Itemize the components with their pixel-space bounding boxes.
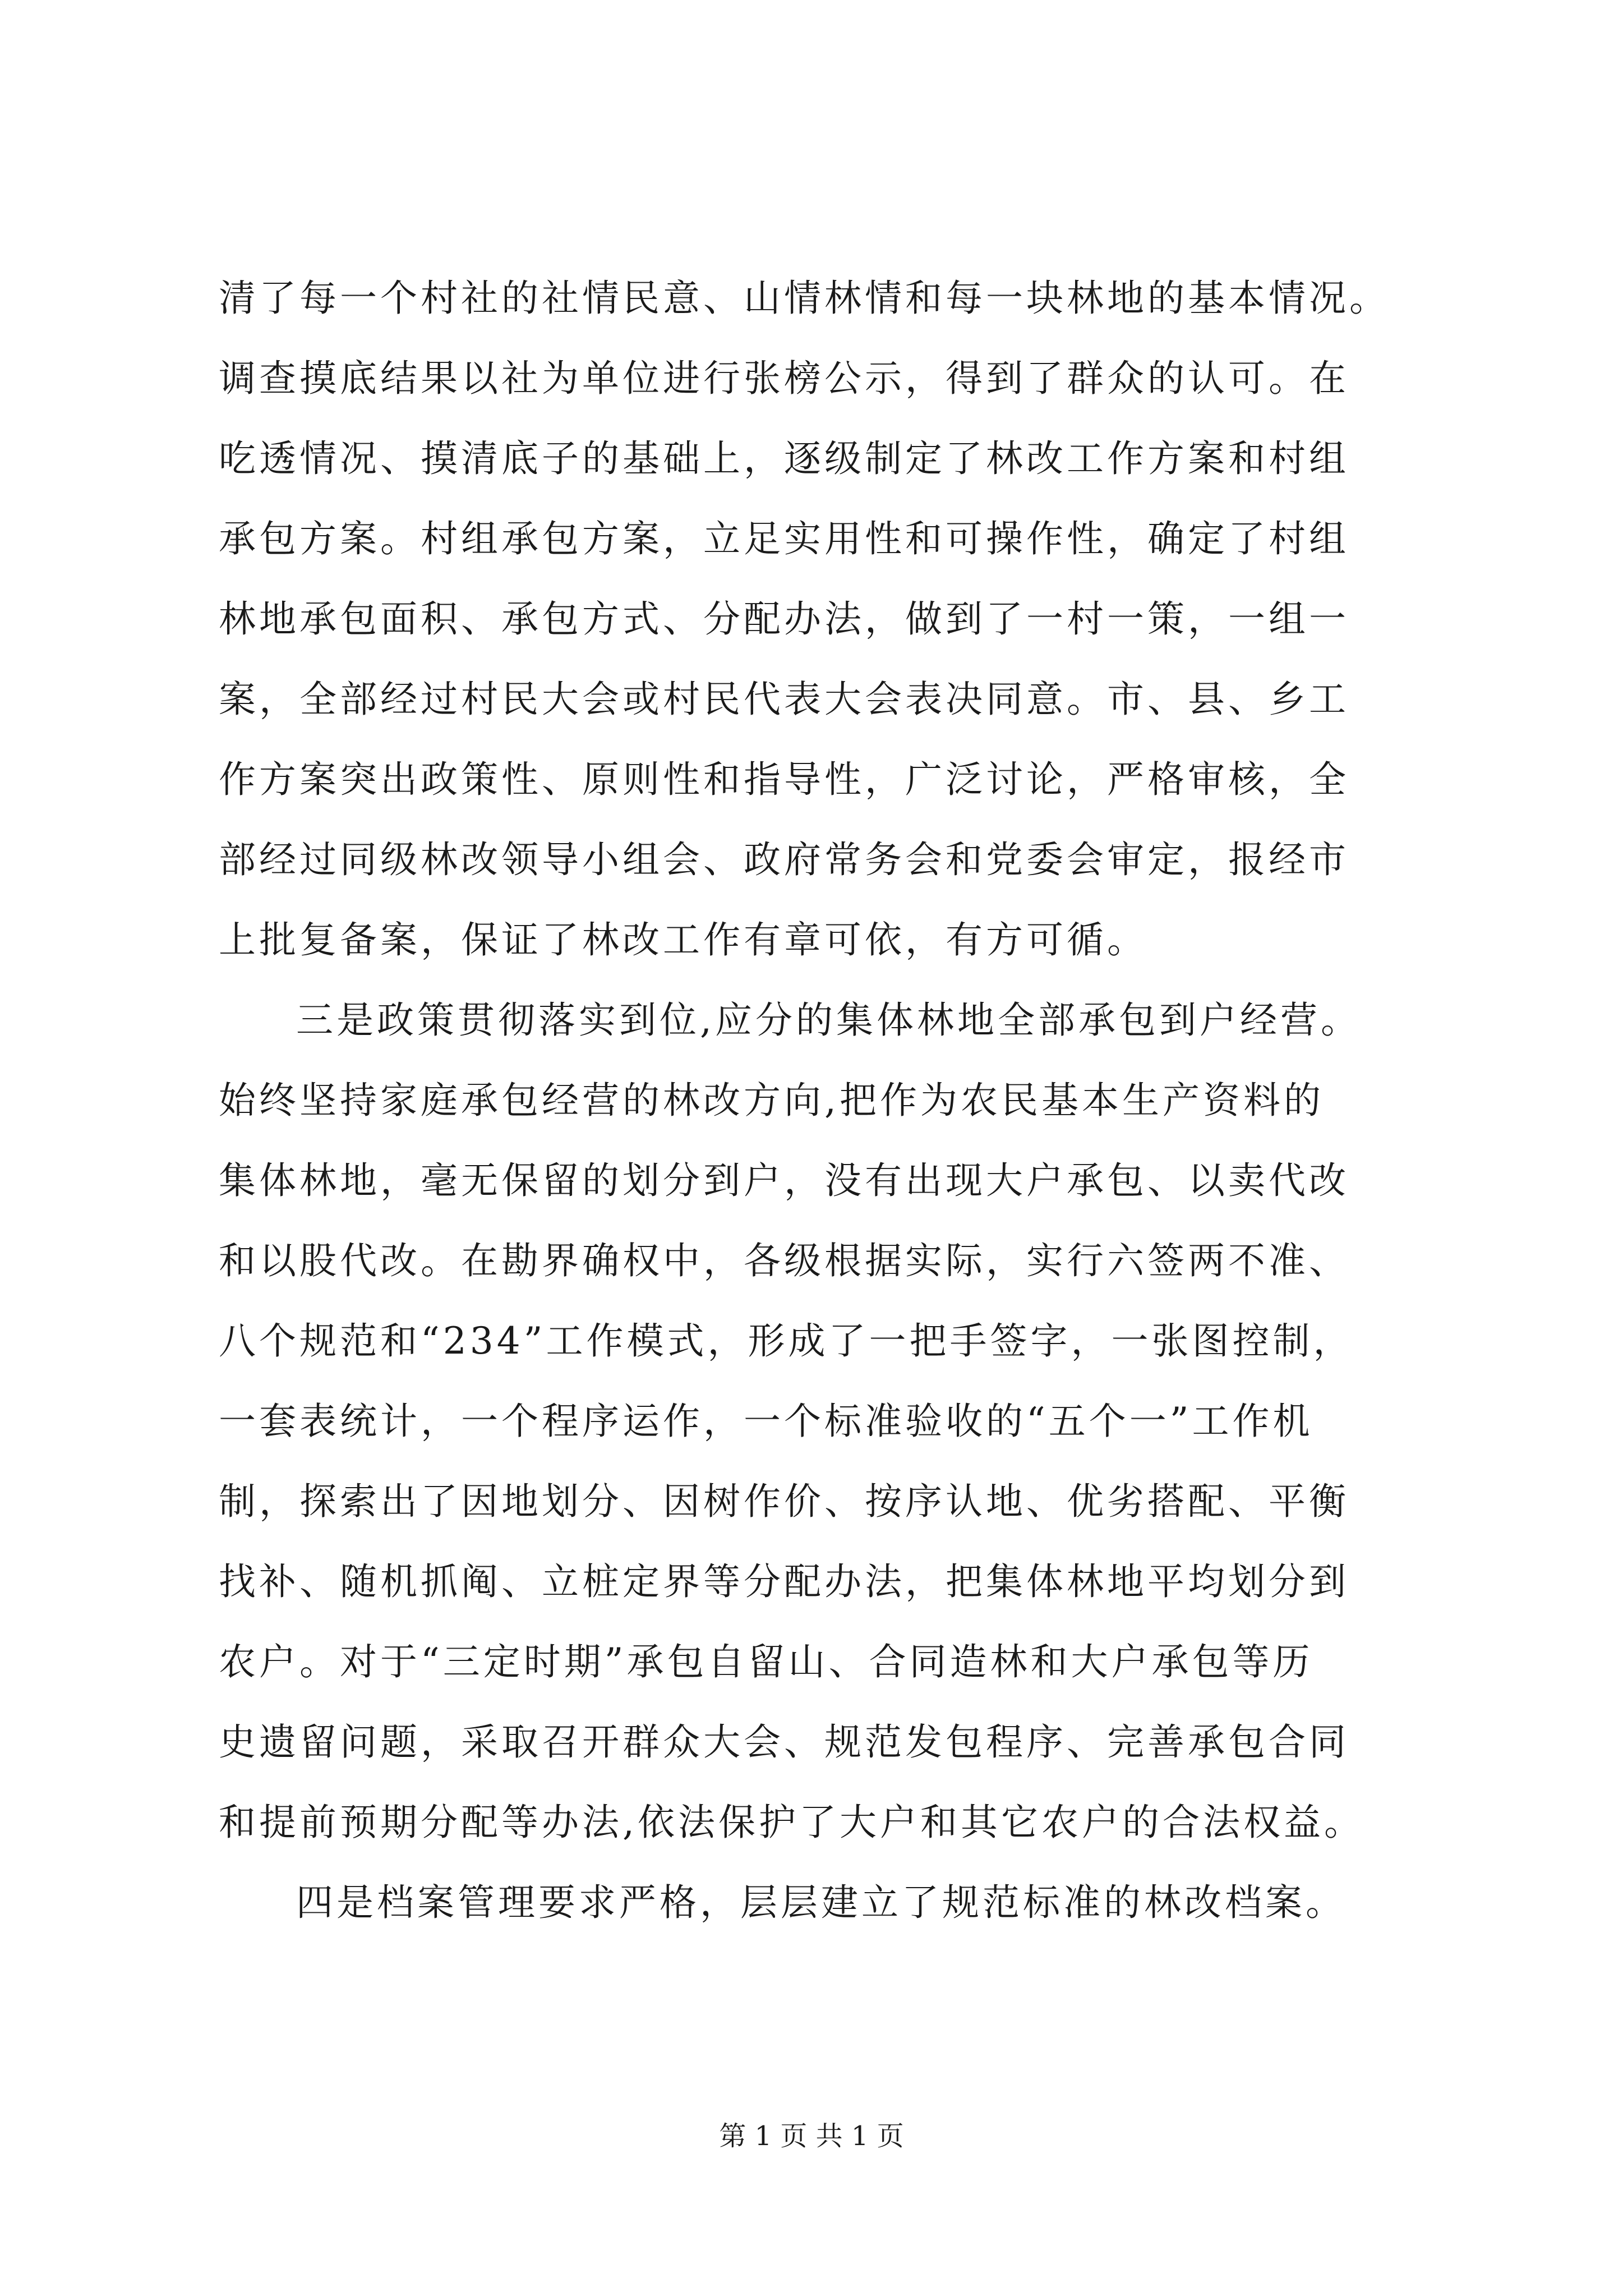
- text-line: 制，探索出了因地划分、因树作价、按序认地、优劣搭配、平衡: [219, 1480, 1349, 1523]
- text-line: 集体林地，毫无保留的划分到户，没有出现大户承包、以卖代改: [219, 1159, 1349, 1202]
- text-line: 和以股代改。在勘界确权中，各级根据实际，实行六签两不准、: [219, 1239, 1349, 1282]
- page-footer: 第 1 页 共 1 页: [719, 2120, 904, 2152]
- text-line: 吃透情况、摸清底子的基础上，逐级制定了林改工作方案和村组: [219, 437, 1349, 480]
- text-line: 林地承包面积、承包方式、分配办法，做到了一村一策，一组一: [219, 597, 1349, 641]
- text-line: 案，全部经过村民大会或村民代表大会表决同意。市、县、乡工: [219, 678, 1349, 721]
- text-line: 农户。对于“三定时期”承包自留山、合同造林和大户承包等历: [219, 1640, 1313, 1683]
- text-line: 上批复备案，保证了林改工作有章可依，有方可循。: [219, 918, 1147, 961]
- text-line: 和提前预期分配等办法,依法保护了大户和其它农户的合法权益。: [219, 1801, 1364, 1844]
- text-line: 找补、随机抓阄、立桩定界等分配办法，把集体林地平均划分到: [219, 1560, 1349, 1603]
- paragraph-start-line: 三是政策贯彻落实到位,应分的集体林地全部承包到户经营。: [296, 999, 1361, 1042]
- body-text: [219, 258, 1424, 1943]
- text-line: 部经过同级林改领导小组会、政府常务会和党委会审定，报经市: [219, 838, 1349, 881]
- text-line: 八个规范和“234”工作模式，形成了一把手签字，一张图控制，: [219, 1319, 1354, 1363]
- text-line: 始终坚持家庭承包经营的林改方向,把作为农民基本生产资料的: [219, 1079, 1324, 1122]
- paragraph-start-line: 四是档案管理要求严格，层层建立了规范标准的林改档案。: [296, 1881, 1346, 1924]
- text-line: 一套表统计，一个程序运作，一个标准验收的“五个一”工作机: [219, 1400, 1313, 1443]
- text-line: 调查摸底结果以社为单位进行张榜公示，得到了群众的认可。在: [219, 357, 1349, 400]
- text-line: 承包方案。村组承包方案，立足实用性和可操作性，确定了村组: [219, 517, 1349, 560]
- text-line: 史遗留问题，采取召开群众大会、规范发包程序、完善承包合同: [219, 1720, 1349, 1764]
- text-line: 作方案突出政策性、原则性和指导性，广泛讨论，严格审核，全: [219, 758, 1349, 801]
- text-line: 清了每一个村社的社情民意、山情林情和每一块林地的基本情况。: [219, 277, 1390, 320]
